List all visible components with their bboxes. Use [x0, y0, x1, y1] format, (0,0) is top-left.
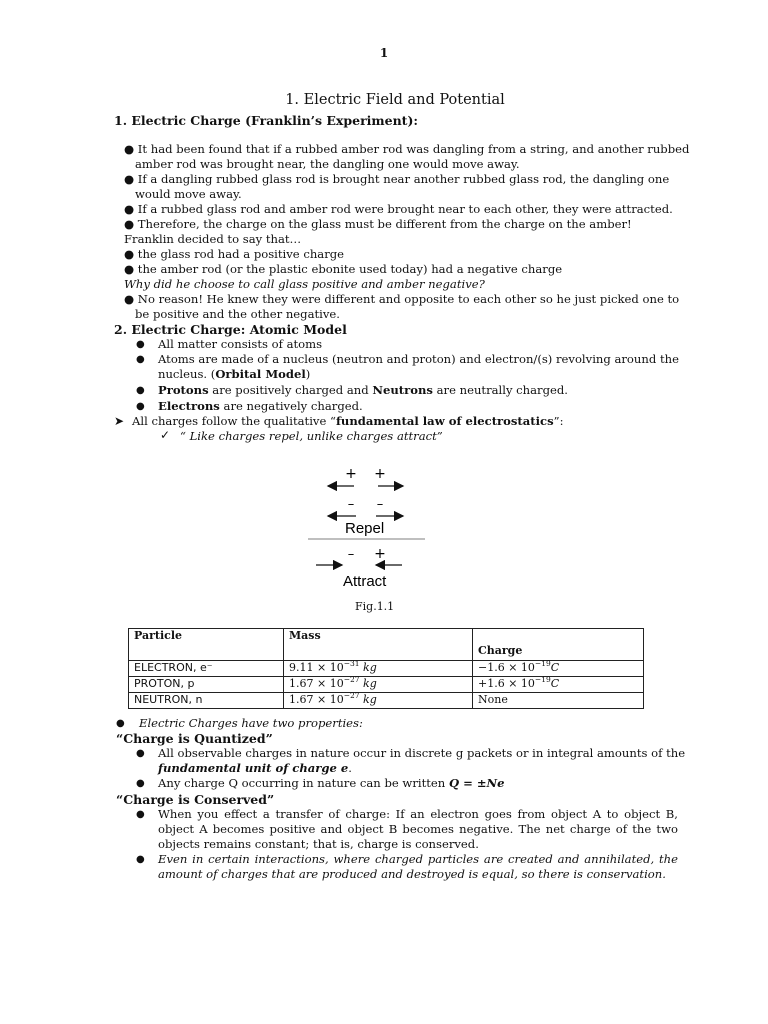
section1-line: ● Therefore, the charge on the glass must be different from the charge on the amber!: [124, 217, 632, 231]
table-header-row: [129, 629, 644, 661]
particle-cell: ELECTRON, e⁻: [129, 661, 284, 677]
minus-sign: –: [347, 497, 355, 512]
particle-table: [128, 628, 644, 709]
conserved-heading: “Charge is Conserved”: [116, 792, 275, 807]
atomic-bullet: Protons are positively charged and Neutrons are neutrally charged.: [158, 383, 568, 397]
section1-heading: 1. Electric Charge (Franklin’s Experiment):: [114, 113, 418, 128]
page-number: 1: [379, 46, 389, 60]
charge-cell: None: [473, 693, 644, 709]
bullet: ●: [136, 354, 145, 365]
mass-cell: $1.67 \times 10^{-27}$ kg: [284, 677, 473, 693]
section1-line: Franklin decided to say that…: [124, 232, 302, 246]
minus-sign: –: [376, 497, 384, 512]
plus-sign: +: [345, 466, 357, 482]
bullet: ●: [136, 339, 145, 350]
bullet: ●: [136, 778, 145, 789]
charge-cell: $+1.6 \times 10^{-19}C$: [473, 677, 644, 693]
conserved-bullet: When you effect a transfer of charge: If an electron goes from object A to object B, object A becomes positive and object B becomes negative. The net charge of the two objects remains constant; that is, charge is conserved.: [158, 807, 678, 851]
bullet: ●: [136, 809, 145, 820]
section1-question: Why did he choose to call glass positive and amber negative?: [124, 277, 485, 291]
section1-answer: be positive and the other negative.: [135, 307, 340, 321]
bullet: ●: [116, 718, 125, 729]
atomic-bullet: Electrons are negatively charged.: [158, 399, 363, 413]
section1-line: amber rod was brought near, the dangling one would move away.: [135, 157, 520, 171]
header-mass: Mass: [284, 629, 473, 661]
quantized-bullet-cont: fundamental unit of charge e.: [158, 761, 352, 775]
arrow-bullet-icon: ➤: [114, 414, 125, 428]
law-quote: “ Like charges repel, unlike charges attract”: [180, 429, 443, 443]
particle-cell: PROTON, p: [129, 677, 284, 693]
quantized-bullet: Any charge Q occurring in nature can be written Q = ±Ne: [158, 776, 505, 790]
section1-line: ● If a rubbed glass rod and amber rod were brought near to each other, they were attracted.: [124, 202, 673, 216]
section1-answer: ● No reason! He knew they were different and opposite to each other so he just picked one to: [124, 292, 680, 306]
properties-intro: Electric Charges have two properties:: [139, 716, 363, 730]
atomic-bullet: Atoms are made of a nucleus (neutron and proton) and electron/(s) revolving around the: [158, 352, 679, 366]
attract-label: Attract: [343, 573, 387, 590]
figure-caption: Fig.1.1: [355, 600, 395, 613]
checkmark-icon: ✓: [160, 428, 171, 442]
repel-attract-figure: [300, 462, 430, 592]
quantized-heading: “Charge is Quantized”: [116, 731, 273, 746]
particle-cell: NEUTRON, n: [129, 693, 284, 709]
header-particle: Particle: [129, 629, 284, 661]
header-charge: Charge: [473, 629, 644, 661]
quantized-bullet: All observable charges in nature occur in discrete g packets or in integral amounts of the: [158, 746, 686, 760]
plus-sign: +: [374, 546, 386, 562]
minus-sign: –: [347, 547, 355, 562]
repel-label: Repel: [345, 520, 385, 537]
page-title: 1. Electric Field and Potential: [285, 92, 505, 108]
mass-cell: $9.11 \times 10^{-31}$ kg: [284, 661, 473, 677]
table-row: [129, 661, 644, 677]
section1-line: ● If a dangling rubbed glass rod is brought near another rubbed glass rod, the dangling one: [124, 172, 670, 186]
plus-sign: +: [374, 466, 386, 482]
section2-heading: 2. Electric Charge: Atomic Model: [114, 322, 347, 337]
conserved-bullet: Even in certain interactions, where charged particles are created and annihilated, the amount of charges that are produced and destroyed is equal, so there is conservation.: [158, 852, 678, 881]
bullet: ●: [136, 748, 145, 759]
section1-line: ● the glass rod had a positive charge: [124, 247, 345, 261]
table-row: [129, 677, 644, 693]
section1-line: ● the amber rod (or the plastic ebonite used today) had a negative charge: [124, 262, 563, 276]
table-row: [129, 693, 644, 709]
bullet: ●: [136, 385, 145, 396]
section1-line: ● It had been found that if a rubbed amber rod was dangling from a string, and another rubbed: [124, 142, 690, 156]
mass-cell: $1.67 \times 10^{-27}$ kg: [284, 693, 473, 709]
section1-line: would move away.: [135, 187, 242, 201]
law-line: All charges follow the qualitative “fundamental law of electrostatics”:: [132, 414, 564, 428]
atomic-bullet-cont: nucleus. (Orbital Model): [158, 367, 311, 381]
atomic-bullet: All matter consists of atoms: [158, 337, 323, 351]
bullet: ●: [136, 401, 145, 412]
charge-cell: $-1.6 \times 10^{-19}C$: [473, 661, 644, 677]
bullet: ●: [136, 854, 145, 865]
